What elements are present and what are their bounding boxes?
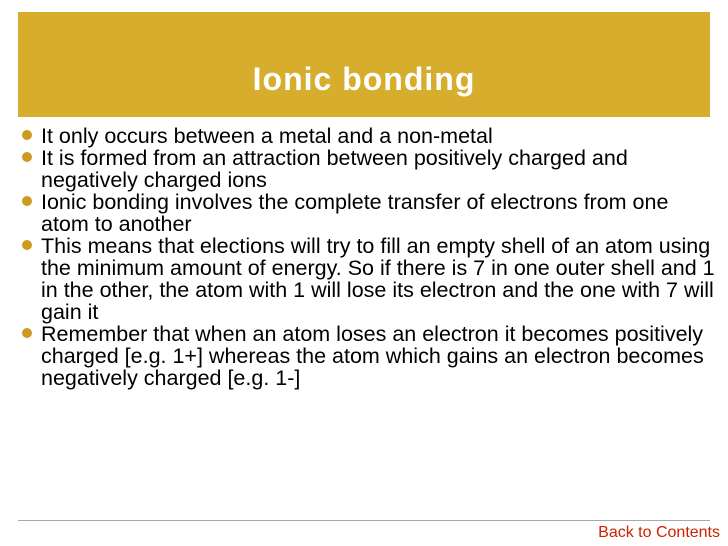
slide-title: Ionic bonding: [252, 61, 476, 97]
bullet-item: [20, 235, 720, 323]
bullet-text: Ionic bonding involves the complete transfer of electrons from one atom to another: [41, 190, 669, 236]
bullet-icon: [22, 328, 32, 338]
bullet-text: Remember that when an atom loses an electron it becomes positively charged [e.g. 1+] whereas the atom which gains an electron becomes negatively charged [e.g. 1-]: [41, 322, 704, 390]
bullet-item: [20, 147, 720, 191]
footer-divider: [18, 520, 710, 521]
title-bar: [18, 12, 710, 117]
bullet-text: This means that elections will try to fill an empty shell of an atom using the minimum amount of energy. So if there is 7 in one outer shell and 1 in the other, the atom with 1 will lose its electron and the one with 7 will gain it: [41, 234, 715, 324]
bullet-icon: [22, 130, 32, 140]
bullet-item: [20, 125, 720, 147]
bullet-icon: [22, 152, 32, 162]
bullet-icon: [22, 196, 32, 206]
back-to-contents-link[interactable]: Back to Contents: [598, 524, 720, 541]
bullet-item: [20, 191, 720, 235]
bullet-icon: [22, 240, 32, 250]
bullet-list: [20, 125, 720, 389]
bullet-text: It is formed from an attraction between positively charged and negatively charged ions: [41, 146, 628, 192]
bullet-item: [20, 323, 720, 389]
bullet-text: It only occurs between a metal and a non-metal: [41, 124, 493, 148]
